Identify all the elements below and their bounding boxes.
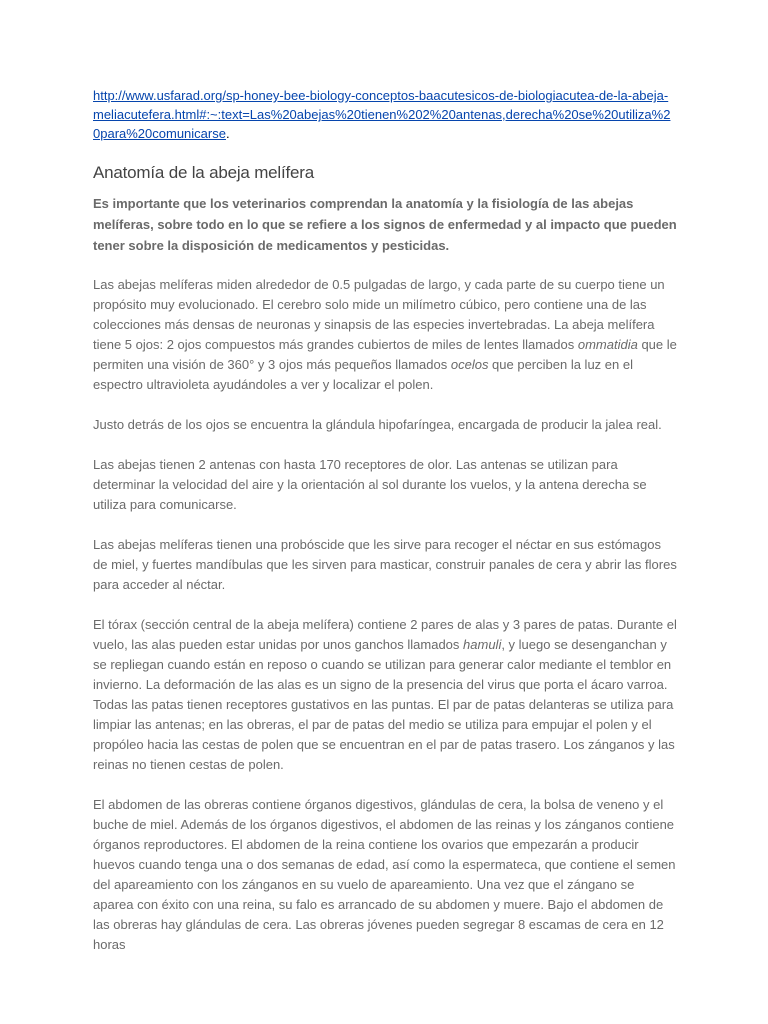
source-trailing-period: . (225, 126, 230, 141)
source-reference (93, 86, 677, 143)
document-content (93, 86, 677, 955)
paragraph-abdomen: El abdomen de las obreras contiene órganos digestivos, glándulas de cera, la bolsa de veneno y el buche de miel. Además de los órganos digestivos, el abdomen de las reinas y los zánganos contiene órganos reproductores. El abdomen de la reina contiene los ovarios que empezarán a producir huevos cuando tenga una o dos semanas de edad, así como la espermateca, que contiene el semen del apareamiento con los zánganos en su vuelo de apareamiento. Una vez que el zángano se aparea con éxito con una reina, su falo es arrancado de su abdomen y muere. Bajo el abdomen de las obreras hay glándulas de cera. Las obreras jóvenes pueden segregar 8 escamas de cera en 12 horas (93, 797, 676, 952)
paragraph-body-size-eyes (93, 275, 677, 395)
paragraph-text: que le permiten una visión de 360° y 3 ojos más pequeños llamados (93, 337, 677, 372)
term-hamuli: hamuli (463, 637, 502, 652)
source-link[interactable]: http://www.usfarad.org/sp-honey-bee-biology-conceptos-baacutesicos-de-biologiacutea-de-la-abeja-meliacutefera.html#:~:text=Las%20abejas%20tienen%202%20antenas,derecha%20se%20utiliza%20para%20comunicarse (93, 88, 671, 141)
paragraph-antennae: Las abejas tienen 2 antenas con hasta 170 receptores de olor. Las antenas se utilizan para determinar la velocidad del aire y la orientación al sol durante los vuelos, y la antena derecha se utiliza para comunicarse. (93, 457, 647, 512)
paragraph-hypopharyngeal-gland: Justo detrás de los ojos se encuentra la glándula hipofaríngea, encargada de producir la jalea real. (93, 417, 662, 432)
paragraph-text: , y luego se desenganchan y se repliegan cuando están en reposo o cuando se utilizan para generar calor mediante el temblor en invierno. La deformación de las alas es un signo de la presencia del virus que porta el ácaro varroa. Todas las patas tienen receptores gustativos en las puntas. El par de patas delanteras se utiliza para limpiar las antenas; en las obreras, el par de patas del medio se utiliza para empujar el polen y el propóleo hacia las cestas de polen que se encuentran en el par de patas trasero. Los zánganos y las reinas no tienen cestas de polen. (93, 637, 675, 772)
paragraph-text: Las abejas melíferas miden alrededor de 0.5 pulgadas de largo, y cada parte de su cuerpo tiene un propósito muy evolucionado. El cerebro solo mide un milímetro cúbico, pero contiene una de las colecciones más densas de neuronas y sinapsis de las especies invertebradas. La abeja melífera tiene 5 ojos: 2 ojos compuestos más grandes cubiertos de miles de lentes llamados (93, 277, 665, 352)
paragraph-text: El tórax (sección central de la abeja melífera) contiene 2 pares de alas y 3 pares de patas. Durante el vuelo, las alas pueden estar unidas por unos ganchos llamados (93, 617, 677, 652)
section-title: Anatomía de la abeja melífera (93, 163, 315, 182)
term-ocelos: ocelos (450, 357, 489, 372)
term-ommatidia: ommatidia (577, 337, 638, 352)
paragraph-text: que perciben la luz en el espectro ultravioleta ayudándoles a ver y localizar el polen. (93, 357, 633, 392)
intro-paragraph: Es importante que los veterinarios comprendan la anatomía y la fisiología de las abejas melíferas, sobre todo en lo que se refiere a los signos de enfermedad y al impacto que pueden tener sobre la disposición de medicamentos y pesticidas. (93, 196, 677, 253)
paragraph-proboscis: Las abejas melíferas tienen una probóscide que les sirve para recoger el néctar en sus estómagos de miel, y fuertes mandíbulas que les sirven para masticar, construir panales de cera y abrir las flores para acceder al néctar. (93, 537, 677, 592)
paragraph-thorax (93, 615, 677, 775)
